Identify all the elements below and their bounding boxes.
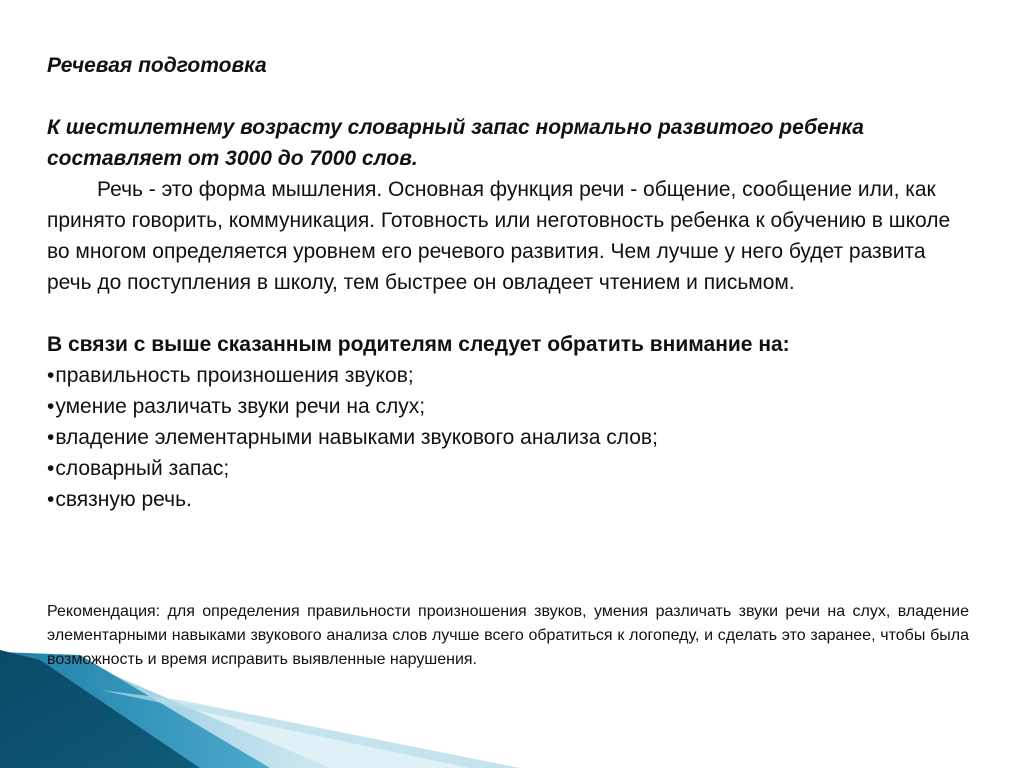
- slide-title: Речевая подготовка: [47, 54, 267, 77]
- section-heading: В связи с выше сказанным родителям следует обратить внимание на:: [47, 333, 790, 356]
- bullet-icon: •: [47, 395, 55, 418]
- list-item-text: словарный запас;: [55, 457, 230, 480]
- list-item: [47, 422, 969, 453]
- list-item: [47, 360, 969, 391]
- list-item: [47, 484, 969, 515]
- list-item: [47, 391, 969, 422]
- bullet-icon: •: [47, 426, 55, 449]
- speech-paragraph: Речь - это форма мышления. Основная функция речи - общение, сообщение или, как принято говорить, коммуникация. Готовность или неготовность ребенка к обучению в школе во многом определяется уровнем его речевого развития. Чем лучше у него будет развита речь до поступления в школу, тем быстрее он овладеет чтением и письмом.: [47, 178, 951, 294]
- bullet-icon: •: [47, 364, 55, 387]
- list-item: [47, 453, 969, 484]
- attention-list: [47, 360, 969, 515]
- bullet-icon: •: [47, 488, 55, 511]
- bullet-icon: •: [47, 457, 55, 480]
- list-item-text: связную речь.: [55, 488, 192, 511]
- recommendation-note: Рекомендация: для определения правильности произношения звуков, умения различать звуки речи на слух, владение элементарными навыками звукового анализа слов лучше всего обратиться к логопеду, и сделать это заранее, чтобы была возможность и время исправить выявленные нарушения.: [47, 603, 969, 668]
- intro-statement: К шестилетнему возрасту словарный запас нормально развитого ребенка составляет от 3000 до 7000 слов.: [47, 116, 864, 170]
- list-item-text: владение элементарными навыками звукового анализа слов;: [55, 426, 658, 449]
- list-item-text: умение различать звуки речи на слух;: [55, 395, 426, 418]
- list-item-text: правильность произношения звуков;: [55, 364, 414, 387]
- slide-content: [47, 50, 969, 515]
